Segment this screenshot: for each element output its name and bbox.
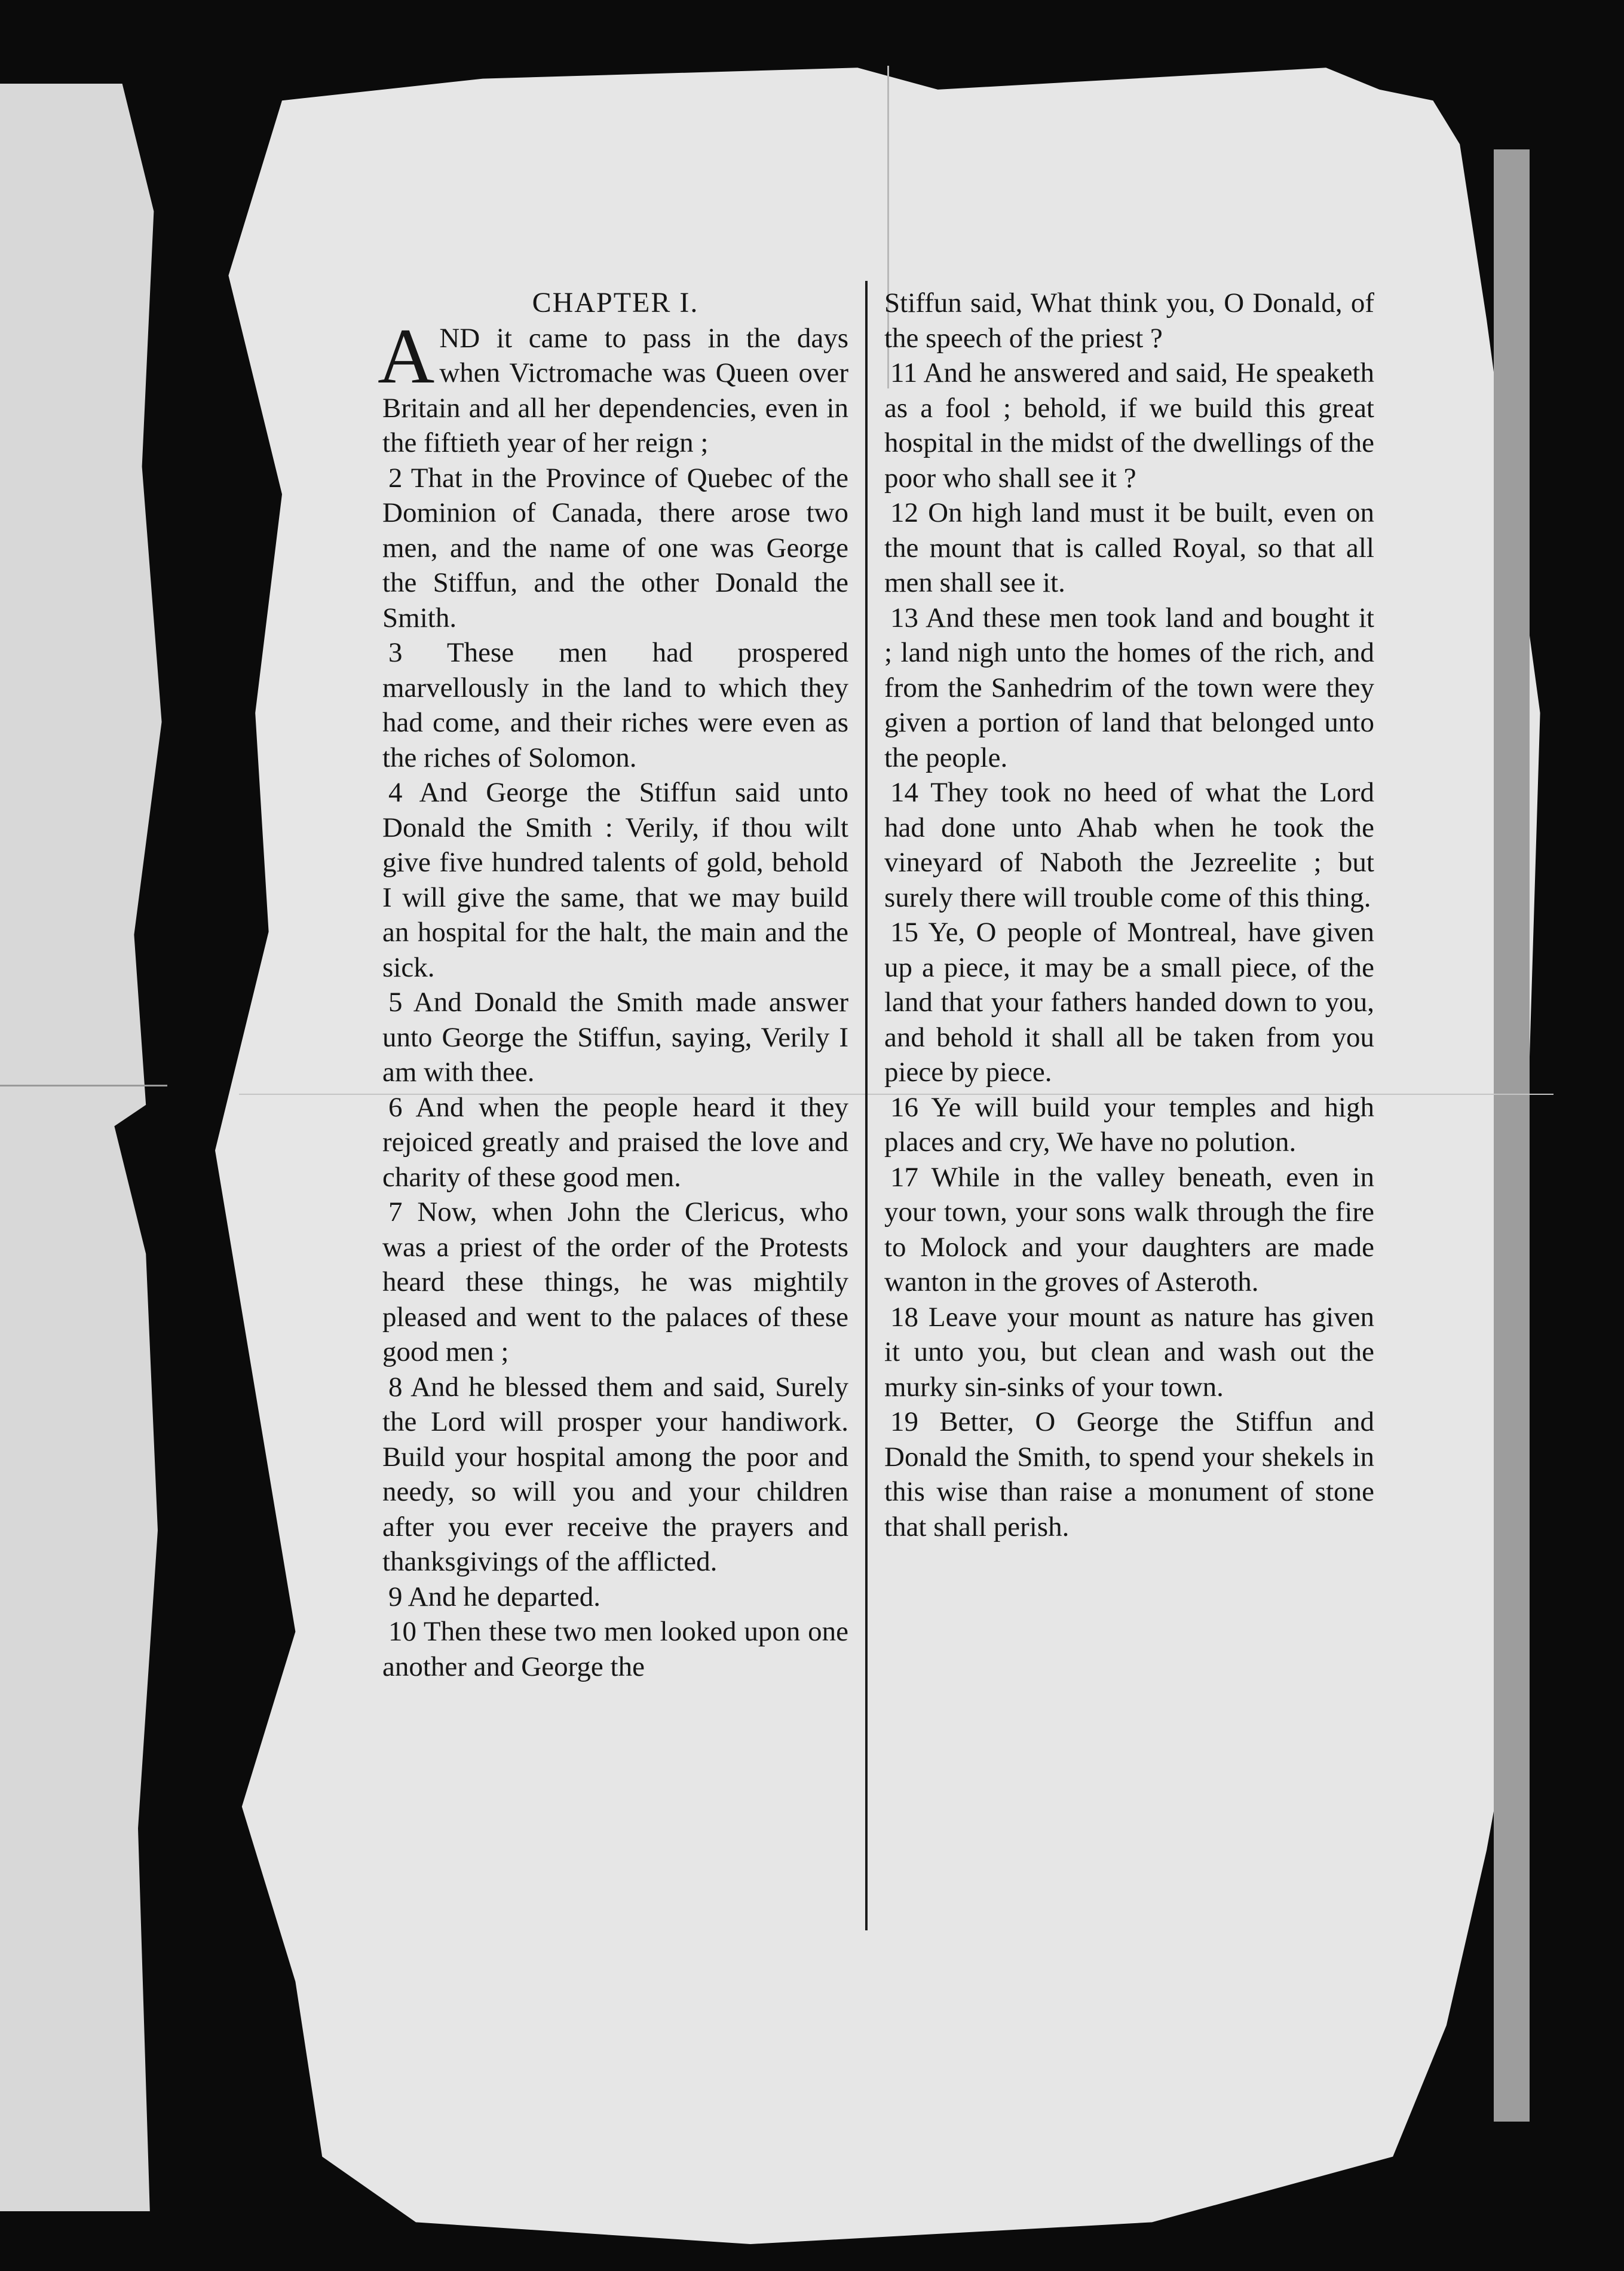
verse-4: 4 And George the Stiffun said unto Donald the Smith : Verily, if thou wilt give five hundred talents of gold, behold I will give the same, that we may build an hospital for the halt, the main and the sick. (382, 777, 848, 983)
verse-8: 8 And he blessed them and said, Surely the Lord will prosper your handiwork. Build your hospital among the poor and needy, so will you and your children after you ever receive the prayers and thanksgivings of the afflicted. (382, 1371, 848, 1577)
verse-6: 6 And when the people heard it they rejoiced greatly and praised the love and charity of these good men. (382, 1091, 848, 1193)
drop-cap: A (378, 311, 435, 400)
verse-3: 3 These men had prospered marvellously in the land to which they had come, and their riches were even as the riches of Solomon. (382, 637, 848, 773)
verse-10-start: 10 Then these two men looked upon one another and George the (382, 1616, 848, 1682)
page-edge-shadow (1494, 149, 1530, 2122)
verse-10-continued: Stiffun said, What think you, O Donald, of the speech of the priest ? (884, 287, 1374, 354)
chapter-title: CHAPTER I. (532, 287, 699, 319)
verse-2: 2 That in the Province of Quebec of the Dominion of Canada, there arose two men, and the name of one was George the Stiffun, and the other Donald the Smith. (382, 462, 848, 633)
verse-18: 18 Leave your mount as nature has given it unto you, but clean and wash out the murky sin-sinks of your town. (884, 1301, 1374, 1403)
verse-11: 11 And he answered and said, He speaketh as a fool ; behold, if we build this great hospital in the midst of the dwellings of the poor who shall see it ? (884, 357, 1374, 494)
verse-12: 12 On high land must it be built, even on the mount that is called Royal, so that all men shall see it. (884, 497, 1374, 598)
verse-19: 19 Better, O George the Stiffun and Donald the Smith, to spend your shekels in this wise than raise a monument of stone that shall perish. (884, 1406, 1374, 1542)
column-divider (865, 281, 868, 1930)
right-text-column (884, 286, 1374, 1544)
left-text-column (378, 286, 848, 1684)
verse-1 (378, 311, 848, 461)
verse-16: 16 Ye will build your temples and high places and cry, We have no polution. (884, 1091, 1374, 1158)
verse-14: 14 They took no heed of what the Lord had done unto Ahab when he took the vineyard of Naboth the Jezreelite ; but surely there will trouble come of this thing. (884, 777, 1374, 913)
verse-1-text: ND it came to pass in the days when Victromache was Queen over Britain and all her dependencies, even in the fiftieth year of her reign ; (382, 322, 848, 458)
verse-9: 9 And he departed. (388, 1581, 601, 1612)
verse-5: 5 And Donald the Smith made answer unto George the Stiffun, saying, Verily I am with thee. (382, 987, 848, 1088)
left-page-fold-crease (0, 1085, 167, 1086)
verse-15: 15 Ye, O people of Montreal, have given up a piece, it may be a small piece, of the land that your fathers handed down to you, and behold it shall all be taken from you piece by piece. (884, 917, 1374, 1088)
verse-17: 17 While in the valley beneath, even in your town, your sons walk through the fire to Molock and your daughters are made wanton in the groves of Asteroth. (884, 1161, 1374, 1297)
verse-13: 13 And these men took land and bought it ; land nigh unto the homes of the rich, and from the Sanhedrim of the town were they given a portion of land that belonged unto the people. (884, 602, 1374, 773)
adjacent-page-edge (0, 84, 197, 2211)
verse-7: 7 Now, when John the Clericus, who was a priest of the order of the Protests heard these things, he was mightily pleased and went to the palaces of these good men ; (382, 1196, 848, 1367)
